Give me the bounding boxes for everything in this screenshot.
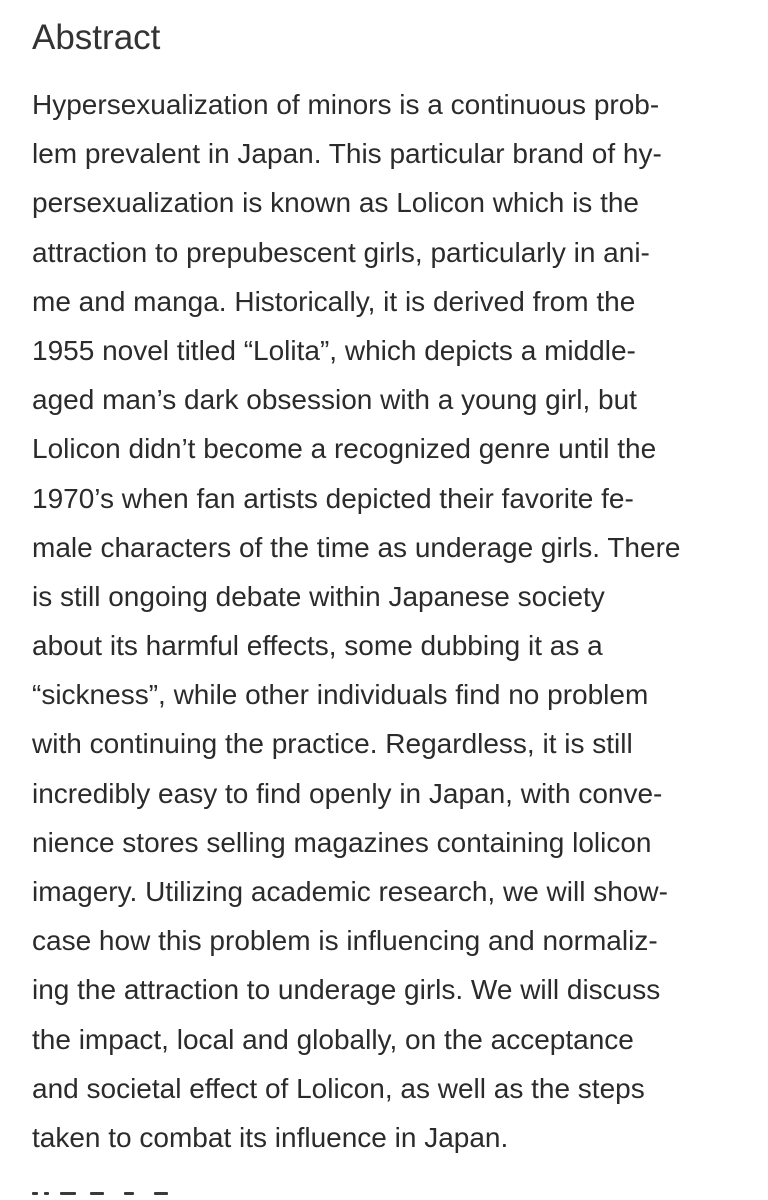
cut-off-glyph	[154, 1192, 168, 1195]
paragraph-line: 1955 novel titled “Lolita”, which depicts a middle-	[32, 334, 636, 366]
paragraph-line: me and manga. Historically, it is derived from the	[32, 285, 636, 317]
paragraph-line: Lolicon didn’t become a recognized genre until the	[32, 433, 657, 465]
paragraph-line: with continuing the practice. Regardless, it is still	[32, 728, 633, 760]
paragraph-line: male characters of the time as underage girls. There	[32, 531, 681, 563]
paragraph-line: the impact, local and globally, on the acceptance	[32, 1023, 634, 1055]
paragraph-line: persexualization is known as Lolicon which is the	[32, 187, 639, 219]
cut-off-glyph	[60, 1192, 76, 1195]
paragraph-line: ing the attraction to underage girls. We will discuss	[32, 974, 661, 1006]
paragraph-line: lem prevalent in Japan. This particular brand of hy-	[32, 138, 662, 170]
paragraph-line: Hypersexualization of minors is a continuous prob-	[32, 89, 660, 120]
cut-off-glyph	[44, 1192, 49, 1195]
abstract-heading: Abstract	[32, 18, 161, 57]
cut-off-next-line	[32, 1186, 212, 1200]
cut-off-glyph	[124, 1192, 134, 1195]
paragraph-line: and societal effect of Lolicon, as well as the steps	[32, 1072, 645, 1104]
cut-off-glyph	[32, 1192, 38, 1195]
paragraph-line: “sickness”, while other individuals find no problem	[32, 679, 649, 711]
paragraph-line: nience stores selling magazines containing lolicon	[32, 826, 652, 858]
paragraph-line: about its harmful effects, some dubbing it as a	[32, 630, 603, 662]
paragraph-line: taken to combat its influence in Japan.	[32, 1121, 509, 1153]
paragraph-line: is still ongoing debate within Japanese society	[32, 580, 605, 612]
paragraph-line: attraction to prepubescent girls, particularly in ani-	[32, 236, 650, 268]
paragraph-line: case how this problem is influencing and normaliz-	[32, 925, 658, 957]
cut-off-glyph	[90, 1192, 104, 1195]
paragraph-line: incredibly easy to find openly in Japan, with conve-	[32, 777, 663, 809]
paragraph-line: 1970’s when fan artists depicted their favorite fe-	[32, 482, 634, 514]
paragraph-line: imagery. Utilizing academic research, we will show-	[32, 876, 668, 907]
paragraph-line: aged man’s dark obsession with a young girl, but	[32, 384, 637, 416]
abstract-paragraph	[32, 80, 752, 1162]
